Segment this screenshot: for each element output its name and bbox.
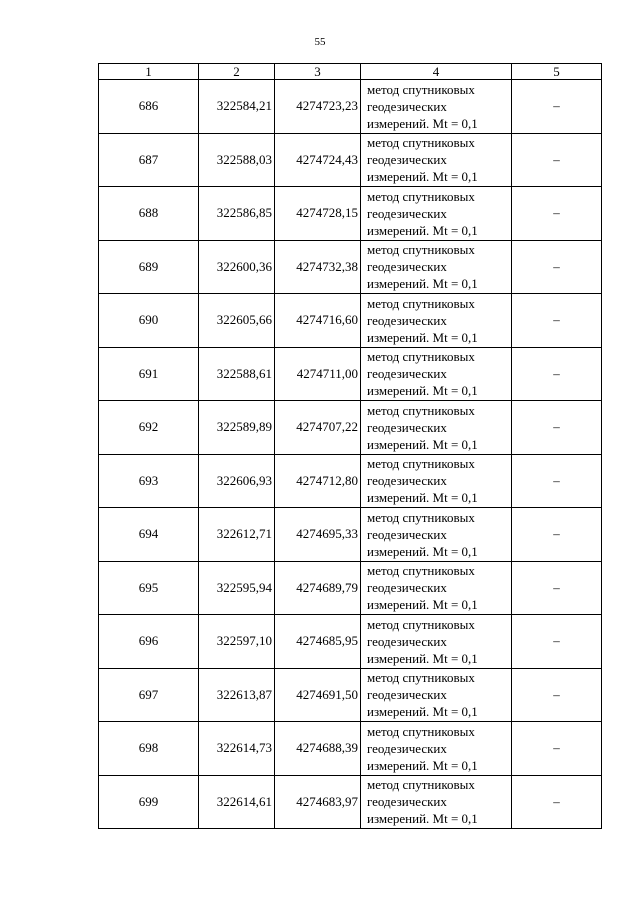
note-cell: – [512, 187, 602, 241]
table-row [99, 401, 602, 455]
y-coordinate-cell: 4274724,43 [275, 133, 361, 187]
table-row [99, 187, 602, 241]
method-cell [361, 722, 512, 776]
table-row [99, 347, 602, 401]
method-text-line: измерений. Mt = 0,1 [367, 650, 478, 666]
y-coordinate-cell: 4274695,33 [275, 508, 361, 562]
method-text-line: геодезических [367, 205, 447, 221]
point-number-cell: 694 [99, 508, 199, 562]
note-cell: – [512, 668, 602, 722]
note-cell: – [512, 775, 602, 829]
table-row [99, 80, 602, 134]
method-text-line: измерений. Mt = 0,1 [367, 329, 478, 345]
point-number-cell: 689 [99, 240, 199, 294]
method-text-line: измерений. Mt = 0,1 [367, 597, 478, 613]
method-text-line: измерений. Mt = 0,1 [367, 222, 478, 238]
method-text-line: метод спутниковых [367, 188, 475, 204]
method-text-line: измерений. Mt = 0,1 [367, 276, 478, 292]
method-text-line: измерений. Mt = 0,1 [367, 115, 478, 131]
point-number-cell: 687 [99, 133, 199, 187]
coordinates-table [98, 63, 602, 829]
method-text-line: метод спутниковых [367, 563, 475, 579]
table-row [99, 240, 602, 294]
method-text-line: измерений. Mt = 0,1 [367, 543, 478, 559]
x-coordinate-cell: 322614,61 [199, 775, 275, 829]
method-text-line: геодезических [367, 366, 447, 382]
x-coordinate-cell: 322613,87 [199, 668, 275, 722]
table-row [99, 294, 602, 348]
method-cell [361, 775, 512, 829]
method-text-line: измерений. Mt = 0,1 [367, 490, 478, 506]
note-cell: – [512, 294, 602, 348]
table-row [99, 561, 602, 615]
point-number-cell: 693 [99, 454, 199, 508]
y-coordinate-cell: 4274688,39 [275, 722, 361, 776]
method-text-line: метод спутниковых [367, 616, 475, 632]
column-header-2: 2 [199, 64, 275, 80]
method-text-line: метод спутниковых [367, 456, 475, 472]
y-coordinate-cell: 4274732,38 [275, 240, 361, 294]
table-row [99, 668, 602, 722]
note-cell: – [512, 722, 602, 776]
method-cell [361, 187, 512, 241]
y-coordinate-cell: 4274716,60 [275, 294, 361, 348]
note-cell: – [512, 347, 602, 401]
header-row [99, 64, 602, 80]
point-number-cell: 698 [99, 722, 199, 776]
column-header-1: 1 [99, 64, 199, 80]
method-text-line: геодезических [367, 526, 447, 542]
x-coordinate-cell: 322586,85 [199, 187, 275, 241]
table-row [99, 615, 602, 669]
page-number: 55 [314, 36, 326, 48]
method-text-line: геодезических [367, 312, 447, 328]
y-coordinate-cell: 4274712,80 [275, 454, 361, 508]
method-text-line: геодезических [367, 633, 447, 649]
x-coordinate-cell: 322614,73 [199, 722, 275, 776]
method-text-line: метод спутниковых [367, 402, 475, 418]
point-number-cell: 691 [99, 347, 199, 401]
method-cell [361, 347, 512, 401]
method-cell [361, 401, 512, 455]
x-coordinate-cell: 322612,71 [199, 508, 275, 562]
note-cell: – [512, 240, 602, 294]
column-header-5: 5 [512, 64, 602, 80]
point-number-cell: 692 [99, 401, 199, 455]
method-text-line: метод спутниковых [367, 135, 475, 151]
point-number-cell: 686 [99, 80, 199, 134]
method-cell [361, 508, 512, 562]
method-text-line: геодезических [367, 259, 447, 275]
method-text-line: метод спутниковых [367, 295, 475, 311]
method-text-line: геодезических [367, 152, 447, 168]
y-coordinate-cell: 4274723,23 [275, 80, 361, 134]
method-text-line: измерений. Mt = 0,1 [367, 383, 478, 399]
method-cell [361, 80, 512, 134]
y-coordinate-cell: 4274685,95 [275, 615, 361, 669]
x-coordinate-cell: 322589,89 [199, 401, 275, 455]
method-text-line: метод спутниковых [367, 242, 475, 258]
note-cell: – [512, 615, 602, 669]
method-text-line: метод спутниковых [367, 723, 475, 739]
point-number-cell: 688 [99, 187, 199, 241]
point-number-cell: 690 [99, 294, 199, 348]
method-text-line: метод спутниковых [367, 670, 475, 686]
table-row [99, 454, 602, 508]
note-cell: – [512, 80, 602, 134]
point-number-cell: 699 [99, 775, 199, 829]
method-text-line: геодезических [367, 473, 447, 489]
x-coordinate-cell: 322606,93 [199, 454, 275, 508]
column-header-4: 4 [361, 64, 512, 80]
method-text-line: метод спутниковых [367, 349, 475, 365]
y-coordinate-cell: 4274691,50 [275, 668, 361, 722]
y-coordinate-cell: 4274683,97 [275, 775, 361, 829]
method-text-line: измерений. Mt = 0,1 [367, 757, 478, 773]
x-coordinate-cell: 322595,94 [199, 561, 275, 615]
method-text-line: геодезических [367, 740, 447, 756]
method-cell [361, 133, 512, 187]
table-row [99, 133, 602, 187]
table-row [99, 508, 602, 562]
x-coordinate-cell: 322588,61 [199, 347, 275, 401]
x-coordinate-cell: 322605,66 [199, 294, 275, 348]
method-cell [361, 454, 512, 508]
method-text-line: метод спутниковых [367, 81, 475, 97]
x-coordinate-cell: 322588,03 [199, 133, 275, 187]
method-text-line: измерений. Mt = 0,1 [367, 704, 478, 720]
method-cell [361, 294, 512, 348]
method-text-line: измерений. Mt = 0,1 [367, 811, 478, 827]
note-cell: – [512, 401, 602, 455]
note-cell: – [512, 561, 602, 615]
method-text-line: геодезических [367, 98, 447, 114]
point-number-cell: 697 [99, 668, 199, 722]
method-text-line: метод спутниковых [367, 509, 475, 525]
method-cell [361, 615, 512, 669]
point-number-cell: 696 [99, 615, 199, 669]
y-coordinate-cell: 4274711,00 [275, 347, 361, 401]
y-coordinate-cell: 4274728,15 [275, 187, 361, 241]
note-cell: – [512, 133, 602, 187]
method-cell [361, 240, 512, 294]
method-text-line: измерений. Mt = 0,1 [367, 436, 478, 452]
method-cell [361, 668, 512, 722]
note-cell: – [512, 508, 602, 562]
table-body [99, 80, 602, 829]
method-text-line: геодезических [367, 419, 447, 435]
x-coordinate-cell: 322597,10 [199, 615, 275, 669]
method-cell [361, 561, 512, 615]
method-text-line: геодезических [367, 580, 447, 596]
table-row [99, 722, 602, 776]
x-coordinate-cell: 322584,21 [199, 80, 275, 134]
method-text-line: геодезических [367, 794, 447, 810]
note-cell: – [512, 454, 602, 508]
y-coordinate-cell: 4274689,79 [275, 561, 361, 615]
point-number-cell: 695 [99, 561, 199, 615]
method-text-line: метод спутниковых [367, 777, 475, 793]
x-coordinate-cell: 322600,36 [199, 240, 275, 294]
method-text-line: измерений. Mt = 0,1 [367, 169, 478, 185]
column-header-3: 3 [275, 64, 361, 80]
method-text-line: геодезических [367, 687, 447, 703]
table-row [99, 775, 602, 829]
table-header [99, 64, 602, 80]
y-coordinate-cell: 4274707,22 [275, 401, 361, 455]
